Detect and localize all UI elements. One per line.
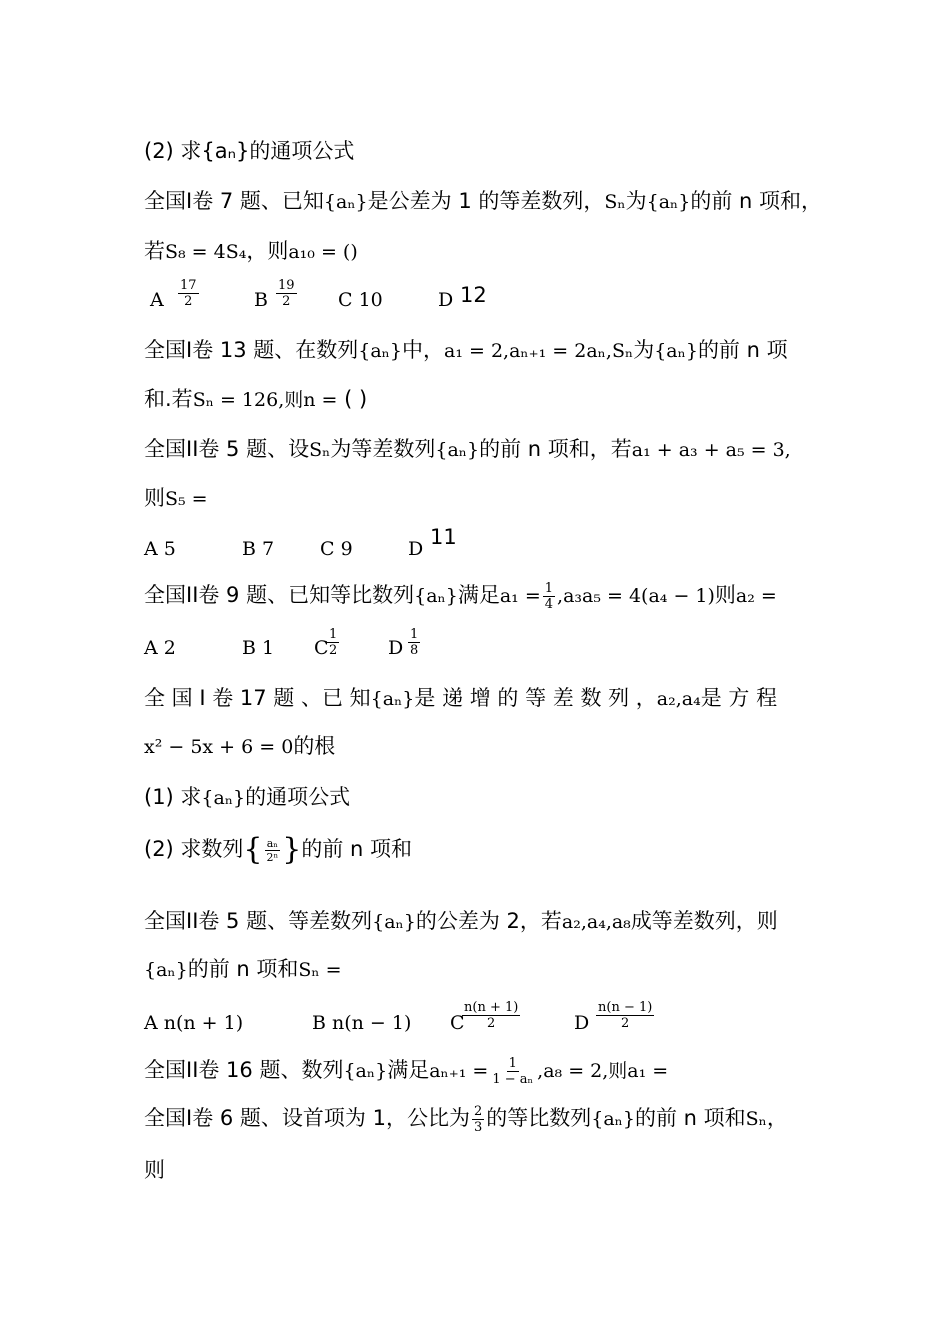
option-d-label: D bbox=[574, 1012, 590, 1034]
option-c-fraction: $\frac{1}{2}$ bbox=[329, 627, 338, 658]
seq-an: {aₙ} bbox=[372, 911, 416, 933]
q1b-pre: 若 bbox=[144, 239, 165, 263]
seq-an: {aₙ} bbox=[414, 585, 458, 607]
seq-Sn: Sₙ bbox=[611, 340, 634, 362]
q1-equation: S₈ = 4S₄ bbox=[165, 241, 247, 263]
question-5-part-2: (2) 求数列{ $\frac{\text{aₙ}}{\text{2ⁿ}}$ }的前 n 项和 bbox=[144, 832, 413, 867]
option-c-fraction: $\frac{n(n + 1)}{2}$ bbox=[464, 1000, 519, 1031]
option-a-fraction: $\frac{17}{2}$ bbox=[180, 278, 197, 309]
option-c-label: C bbox=[450, 1012, 465, 1034]
question-7-line: 全国II卷 16 题、数列{aₙ}满足aₙ₊₁ = $\frac{1}{\text{1 − aₙ}}$ ,a₈ = 2,则a₁ = bbox=[144, 1055, 669, 1087]
fraction-one-quarter: $\frac{1}{4}$ bbox=[544, 580, 554, 612]
q1-mid2: 为 bbox=[625, 189, 647, 213]
question-1-line-2 bbox=[144, 236, 358, 267]
option-d-label: D bbox=[438, 289, 454, 311]
q2-mid: 中， bbox=[402, 338, 444, 362]
fraction-two-thirds: $\frac{2}{3}$ bbox=[473, 1103, 483, 1135]
q2-equation: a₁ = 2,aₙ₊₁ = 2aₙ bbox=[444, 340, 606, 362]
fraction-recurrence: $\frac{1}{\text{1 − aₙ}}$ bbox=[492, 1055, 534, 1087]
question-8-line-1: 全国I卷 6 题、设首项为 1，公比为 $\frac{2}{3}$ 的等比数列{aₙ}的前 n 项和Sₙ， bbox=[144, 1103, 788, 1135]
option-b-fraction: $\frac{19}{2}$ bbox=[278, 278, 295, 309]
question-6-line-1: 全国II卷 5 题、等差数列{aₙ}的公差为 2，若a₂,a₄,a₈成等差数列，则 bbox=[144, 909, 778, 933]
option-b-label: B bbox=[254, 289, 268, 311]
seq-an: {aₙ} bbox=[435, 439, 480, 461]
question-3-line-2: 则S₅ = bbox=[144, 486, 208, 510]
q1-mid: 是公差为 1 的等差数列， bbox=[367, 189, 605, 213]
option-c: C 9 bbox=[320, 538, 353, 560]
fraction-an-over-2n: $\frac{\text{aₙ}}{\text{2ⁿ}}$ bbox=[266, 836, 279, 864]
question-2-line-2: 和.若Sₙ = 126,则n = ( ) bbox=[144, 387, 368, 411]
option-b: B 7 bbox=[242, 538, 275, 560]
q1b-mid: ，则 bbox=[246, 239, 289, 263]
seq-an: {aₙ} bbox=[201, 787, 246, 809]
q1-end: 的前 n 项和， bbox=[690, 189, 823, 213]
option-a: A n(n + 1) bbox=[144, 1012, 244, 1034]
q3-equation: a₁ + a₃ + a₅ = 3, bbox=[631, 439, 791, 461]
option-b: B n(n − 1) bbox=[312, 1012, 412, 1034]
seq-an: {aₙ} bbox=[323, 191, 368, 213]
question-2-line-1: 全国I卷 13 题、在数列{aₙ}中，a₁ = 2,aₙ₊₁ = 2aₙ,Sₙ为{aₙ}的前 n 项 bbox=[144, 338, 788, 362]
seq-an: {aₙ} bbox=[646, 191, 691, 213]
option-d-label: D bbox=[388, 637, 404, 659]
option-a: A 5 bbox=[144, 538, 176, 560]
seq-an: {aₙ} bbox=[343, 1060, 388, 1082]
seq-an: {aₙ} bbox=[358, 340, 402, 362]
option-d-fraction: $\frac{1}{8}$ bbox=[410, 627, 419, 658]
seq-an: {aₙ} bbox=[591, 1108, 635, 1130]
part2-text: (2) 求{aₙ}的通项公式 bbox=[144, 139, 355, 163]
q3-equation-2: S₅ = bbox=[165, 488, 208, 510]
question-8-line-2: 则 bbox=[144, 1158, 165, 1182]
seq-an: {aₙ} bbox=[144, 959, 188, 981]
option-d-label: D bbox=[408, 538, 424, 560]
q1-equation-2: a₁₀ = () bbox=[288, 241, 358, 263]
option-d-value: 12 bbox=[460, 283, 487, 307]
option-d-value: 11 bbox=[430, 525, 457, 549]
question-6-line-2: {aₙ}的前 n 项和Sₙ = bbox=[144, 957, 342, 981]
seq-an: {aₙ} bbox=[370, 688, 415, 710]
q2-equation-2: Sₙ = 126,则n = bbox=[192, 389, 338, 411]
option-a-label: A bbox=[150, 289, 164, 311]
question-3-line-1: 全国II卷 5 题、设Sₙ为等差数列{aₙ}的前 n 项和，若a₁ + a₃ + a₅ = 3, bbox=[144, 437, 791, 461]
option-c: C 10 bbox=[338, 289, 383, 311]
line-part2-general-term bbox=[144, 136, 354, 166]
q2-prefix: 全国I卷 13 题、在数列 bbox=[144, 338, 359, 362]
quadratic-equation: x² − 5x + 6 = 0 bbox=[144, 736, 294, 758]
question-5-line-1: 全 国 I 卷 17 题 、已 知{aₙ}是 递 增 的 等 差 数 列 ，a₂,a₄是 方 程 bbox=[144, 686, 778, 710]
seq-Sn: Sₙ bbox=[309, 439, 331, 461]
question-5-part-1: (1) 求{aₙ}的通项公式 bbox=[144, 785, 351, 809]
seq-Sn: Sₙ bbox=[604, 191, 626, 213]
option-d-fraction: $\frac{n(n - 1)}{2}$ bbox=[598, 1000, 653, 1031]
option-a: A 2 bbox=[144, 637, 176, 659]
q2-end: 的前 n 项 bbox=[697, 338, 788, 362]
option-c-label: C bbox=[314, 637, 329, 659]
question-4-line: 全国II卷 9 题、已知等比数列{aₙ}满足a₁ = $\frac{1}{4}$ ,a₃a₅ = 4(a₄ − 1)则a₂ = bbox=[144, 580, 777, 612]
q1-prefix: 全国I卷 7 题、已知 bbox=[144, 189, 324, 213]
seq-an: {aₙ} bbox=[654, 340, 698, 362]
question-5-line-2: x² − 5x + 6 = 0的根 bbox=[144, 734, 336, 758]
option-b: B 1 bbox=[242, 637, 275, 659]
question-1-line-1 bbox=[144, 186, 822, 217]
